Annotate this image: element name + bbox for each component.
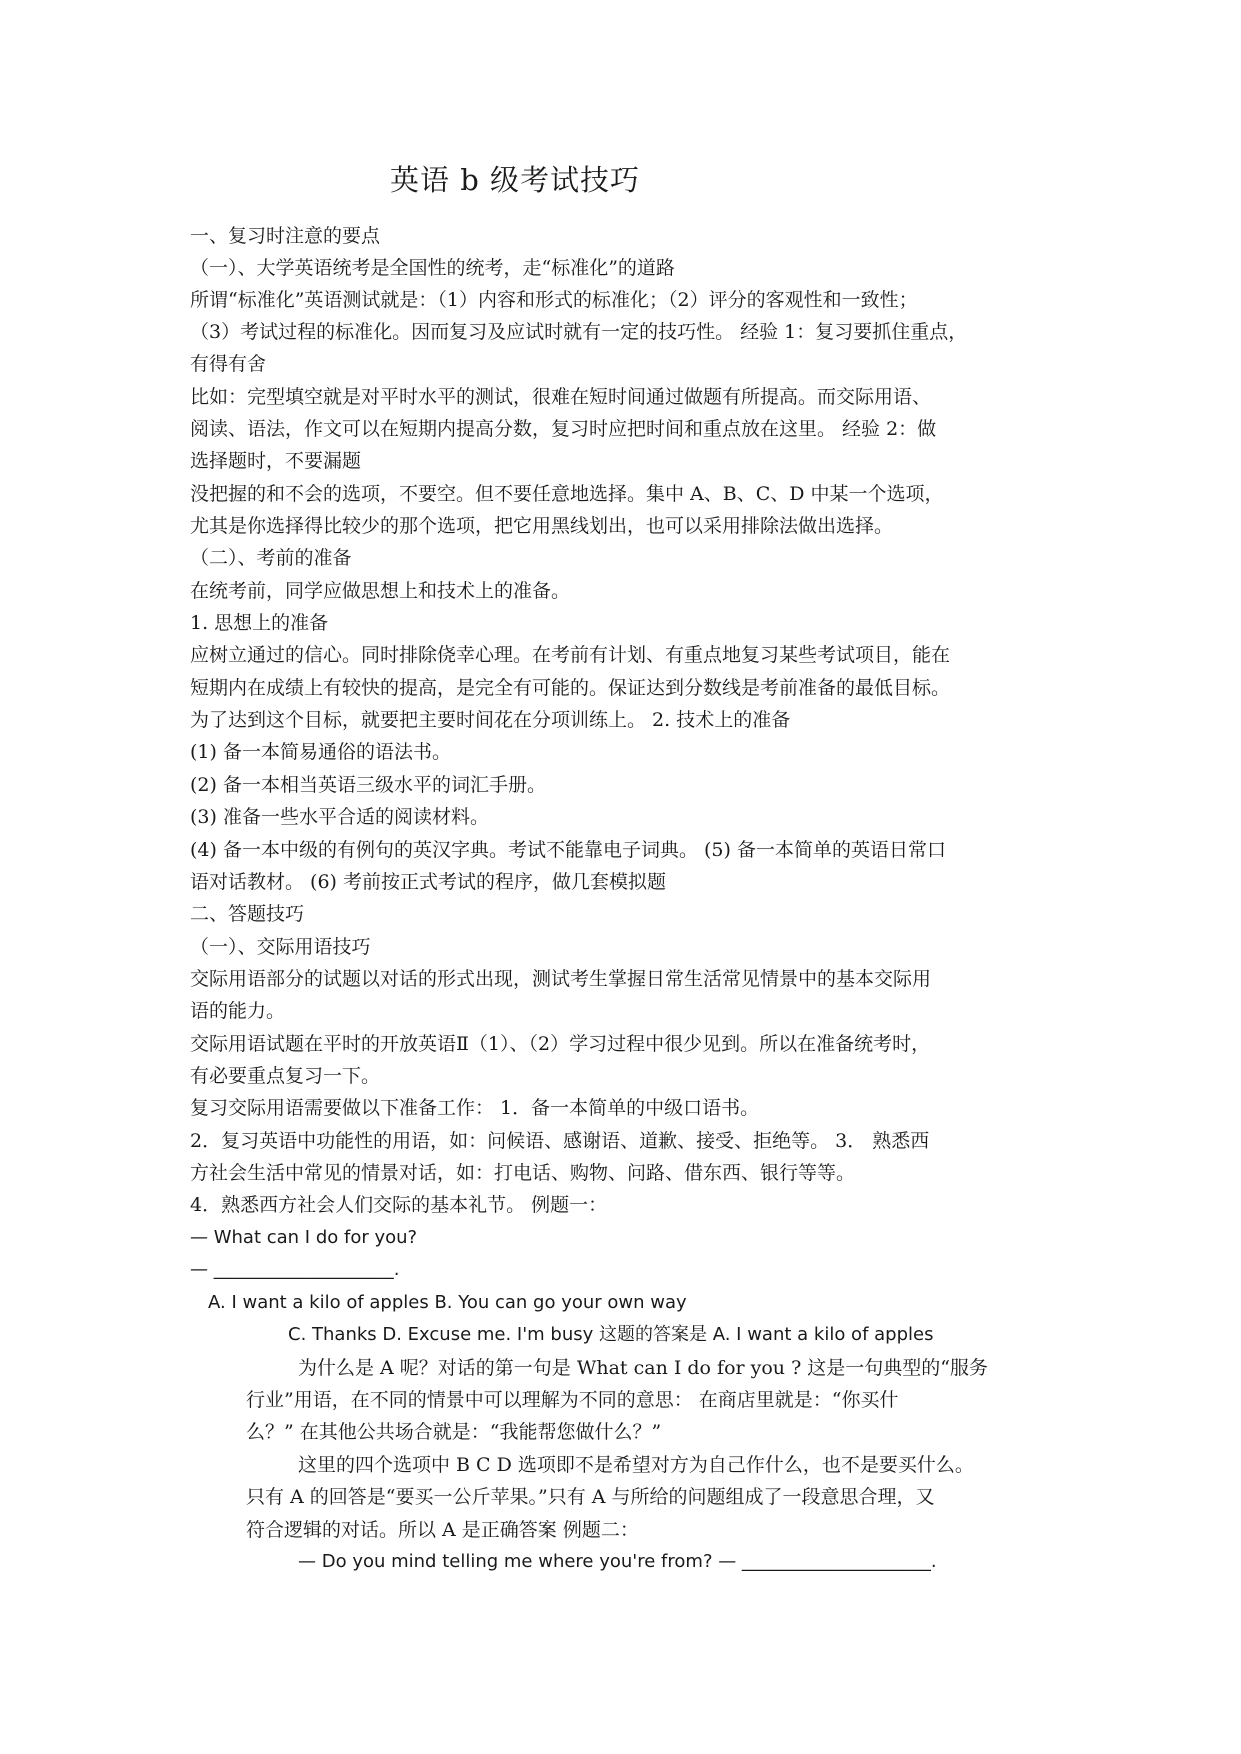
paragraph-line: 语的能力。 (190, 1000, 286, 1022)
example-answer-blank: — ____________________. (190, 1259, 400, 1280)
paragraph-line: 2．复习英语中功能性的用语，如：问候语、感谢语、道歉、接受、拒绝等。 3． 熟悉西 (190, 1130, 930, 1152)
example-question: — What can I do for you? (190, 1227, 418, 1248)
paragraph-line: 尤其是你选择得比较少的那个选项，把它用黑线划出，也可以采用排除法做出选择。 (190, 515, 894, 537)
example-options: C. Thanks D. Excuse me. I'm busy 这题的答案是 A. I want a kilo of apples (288, 1324, 934, 1345)
paragraph-line: 短期内在成绩上有较快的提高，是完全有可能的。保证达到分数线是考前准备的最低目标。 (190, 677, 951, 699)
paragraph-line: 应树立通过的信心。同时排除侥幸心理。在考前有计划、有重点地复习某些考试项目，能在 (190, 644, 951, 666)
paragraph-line: 交际用语试题在平时的开放英语Ⅱ（1）、（2）学习过程中很少见到。所以在准备统考时， (190, 1033, 931, 1055)
paragraph-line: （3）考试过程的标准化。因而复习及应试时就有一定的技巧性。 经验 1：复习要抓住重点， (190, 321, 968, 343)
paragraph-line: 复习交际用语需要做以下准备工作： 1．备一本简单的中级口语书。 (190, 1097, 760, 1119)
paragraph-line: 为什么是 A 呢？对话的第一句是 What can I do for you ? 这是一句典型的“服务 (298, 1357, 989, 1379)
subsection-heading: （一）、交际用语技巧 (190, 936, 371, 958)
paragraph-line: 4．熟悉西方社会人们交际的基本礼节。 例题一： (190, 1194, 608, 1216)
list-item: (3) 准备一些水平合适的阅读材料。 (190, 806, 489, 828)
paragraph-line: 为了达到这个目标，就要把主要时间花在分项训练上。 2. 技术上的准备 (190, 709, 791, 731)
list-item: (2) 备一本相当英语三级水平的词汇手册。 (190, 774, 546, 796)
paragraph-line: 有必要重点复习一下。 (190, 1065, 381, 1087)
subsection-heading: （二）、考前的准备 (190, 547, 352, 569)
paragraph-line: 阅读、语法，作文可以在短期内提高分数，复习时应把时间和重点放在这里。 经验 2：做 (190, 418, 937, 440)
list-item: (4) 备一本中级的有例句的英汉字典。考试不能靠电子词典。 (5) 备一本简单的英语日常口 (190, 839, 946, 861)
paragraph-line: 行业”用语，在不同的情景中可以理解为不同的意思： 在商店里就是：“你买什 (246, 1389, 899, 1411)
example-options: A. I want a kilo of apples B. You can go your own way (208, 1292, 687, 1313)
paragraph-line: 在统考前，同学应做思想上和技术上的准备。 (190, 580, 571, 602)
paragraph-line: 比如：完型填空就是对平时水平的测试，很难在短时间通过做题有所提高。而交际用语、 (190, 386, 932, 408)
section-heading: 一、复习时注意的要点 (190, 225, 381, 247)
document-title: 英语 b 级考试技巧 (390, 163, 641, 197)
list-item: (1) 备一本简易通俗的语法书。 (190, 741, 451, 763)
paragraph-line: 交际用语部分的试题以对话的形式出现，测试考生掌握日常生活常见情景中的基本交际用 (190, 968, 932, 990)
section-heading: 二、答题技巧 (190, 903, 305, 925)
paragraph-line: 所谓“标准化”英语测试就是：（1）内容和形式的标准化；（2）评分的客观性和一致性； (190, 289, 918, 311)
item-heading: 1. 思想上的准备 (190, 612, 329, 634)
example-question: — Do you mind telling me where you're from? — _____________________. (298, 1551, 937, 1572)
paragraph-line: 有得有舍 (190, 353, 267, 375)
paragraph-line: 方社会生活中常见的情景对话，如：打电话、购物、问路、借东西、银行等等。 (190, 1162, 856, 1184)
subsection-heading: （一）、大学英语统考是全国性的统考，走“标准化”的道路 (190, 257, 675, 279)
paragraph-line: 这里的四个选项中 B C D 选项即不是希望对方为自己作什么，也不是要买什么。 (298, 1454, 974, 1476)
paragraph-line: 符合逻辑的对话。所以 A 是正确答案 例题二： (246, 1519, 639, 1541)
list-item: 语对话教材。 (6) 考前按正式考试的程序，做几套模拟题 (190, 871, 666, 893)
paragraph-line: 只有 A 的回答是“要买一公斤苹果。”只有 A 与所给的问题组成了一段意思合理，又 (246, 1486, 935, 1508)
paragraph-line: 么？” 在其他公共场合就是：“我能帮您做什么？” (246, 1421, 662, 1443)
paragraph-line: 选择题时，不要漏题 (190, 450, 362, 472)
paragraph-line: 没把握的和不会的选项，不要空。但不要任意地选择。集中 A、B、C、D 中某一个选项， (190, 483, 944, 505)
